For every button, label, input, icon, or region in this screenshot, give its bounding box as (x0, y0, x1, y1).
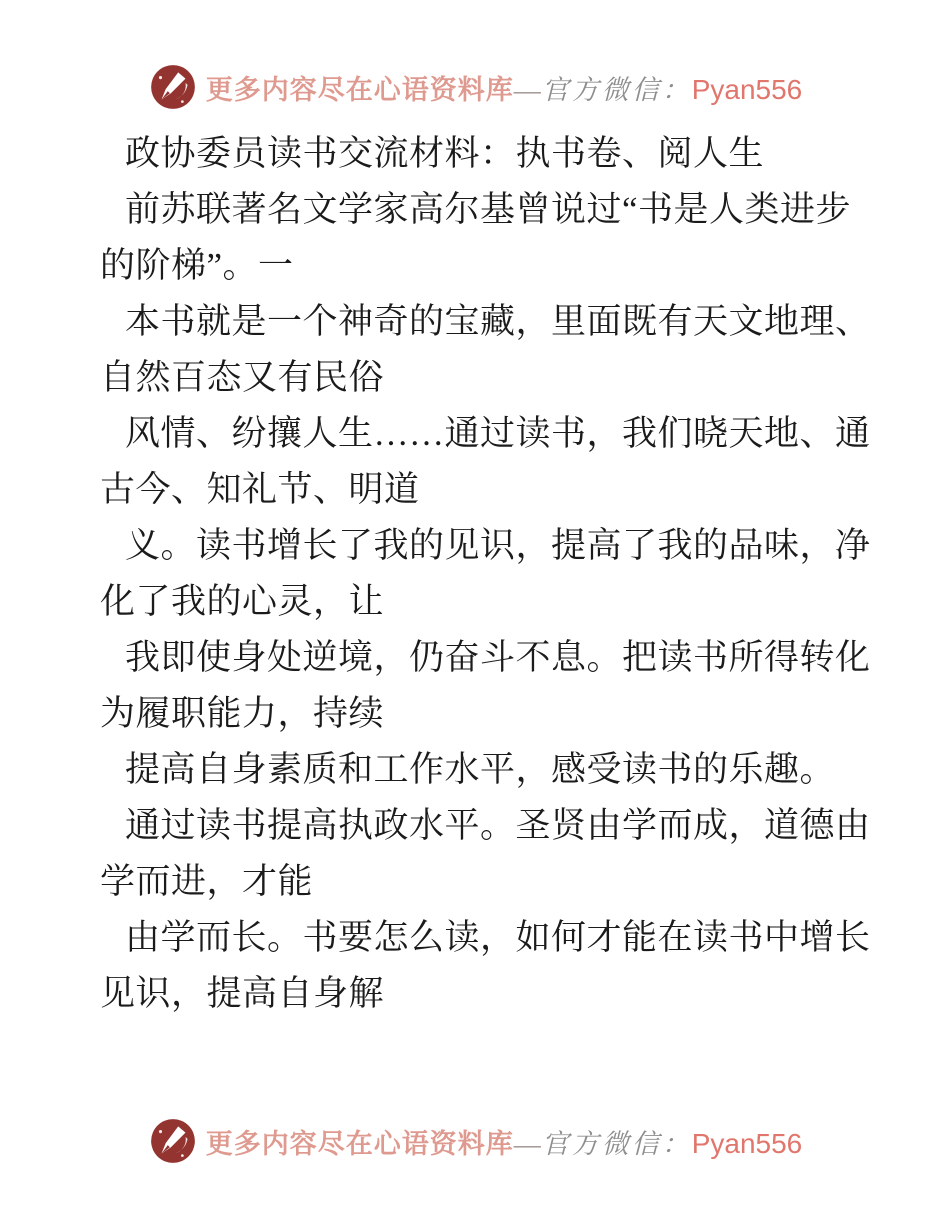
text-line: 古今、知礼节、明道 (100, 470, 420, 509)
text-line: 风情、纷攘人生……通过读书，我们晓天地、通 (125, 414, 871, 453)
text-line: 本书就是一个神奇的宝藏，里面既有天文地理、 (125, 302, 871, 341)
brand-logo-icon (148, 62, 198, 112)
text-line: 通过读书提高执政水平。圣贤由学而成，道德由 (125, 806, 871, 845)
text-line: 的阶梯”。一 (100, 246, 294, 285)
watermark-wechat-label: 官方微信： (541, 74, 692, 105)
text-line: 提高自身素质和工作水平，感受读书的乐趣。 (125, 750, 836, 789)
watermark-separator: — (513, 1128, 542, 1159)
header-watermark (0, 62, 950, 112)
text-line: 自然百态又有民俗 (100, 358, 385, 397)
brand-logo-icon (148, 1116, 198, 1166)
watermark-brand-text: 更多内容尽在心语资料库 (205, 74, 514, 105)
watermark-separator: — (513, 74, 542, 105)
text-line: 为履职能力，持续 (100, 694, 385, 733)
text-line: 前苏联著名文学家高尔基曾说过“书是人类进步 (125, 190, 852, 229)
document-body (100, 126, 871, 1022)
watermark-wechat-id: Pyan556 (691, 73, 803, 105)
text-line: 见识，提高自身解 (100, 974, 385, 1013)
text-line: 我即使身处逆境，仍奋斗不息。把读书所得转化 (125, 638, 871, 677)
watermark-text (206, 1122, 803, 1161)
watermark-wechat-id: Pyan556 (691, 1127, 803, 1159)
watermark-text (206, 68, 803, 107)
watermark-brand-text: 更多内容尽在心语资料库 (205, 1128, 514, 1159)
text-line: 学而进，才能 (100, 862, 314, 901)
document-title: 政协委员读书交流材料：执书卷、阅人生 (125, 134, 765, 173)
text-line: 义。读书增长了我的见识，提高了我的品味，净 (125, 526, 871, 565)
text-line: 化了我的心灵，让 (100, 582, 385, 621)
footer-watermark (0, 1116, 950, 1166)
watermark-wechat-label: 官方微信： (541, 1128, 692, 1159)
text-line: 由学而长。书要怎么读，如何才能在读书中增长 (125, 918, 871, 957)
